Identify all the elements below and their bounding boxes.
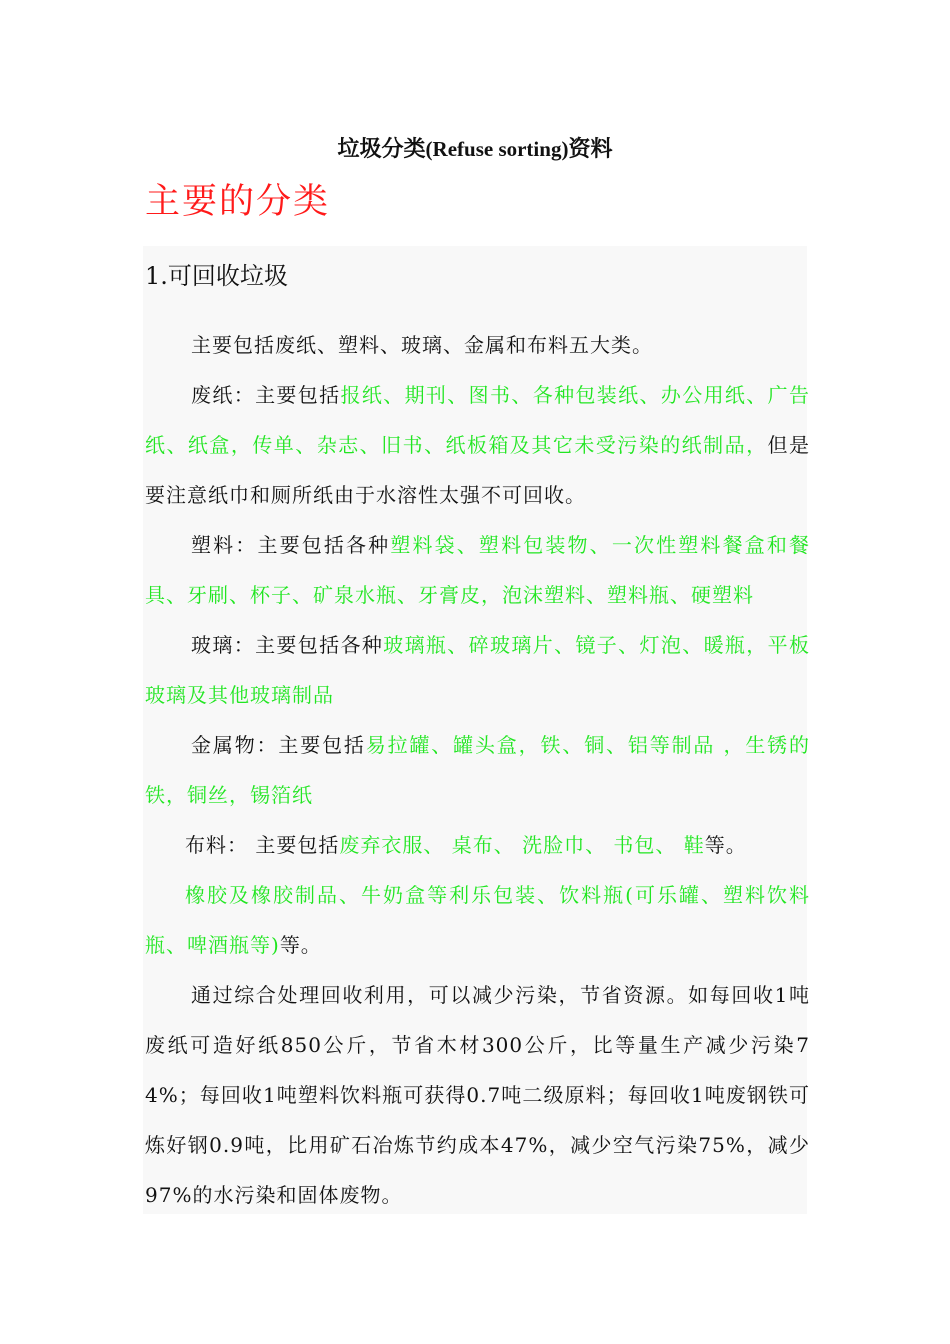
paper-items: 报纸、期刊、图书、各种包装纸、办公用纸、广告纸、纸盒，传单、杂志、旧书、纸板箱及其它未受污染的纸制品， [145,383,810,457]
category-heading: 1.可回收垃圾 [145,262,288,290]
plastic-label: 塑料：主要包括各种 [191,533,391,557]
cloth-suffix: 等。 [704,833,747,857]
section-heading: 主要的分类 [145,182,331,222]
glass-paragraph [145,620,810,720]
paper-note: 但是要注意纸巾和厕所纸由于水溶性太强不可回收。 [145,433,811,507]
cloth-label: 布料： 主要包括 [185,833,340,857]
title-chinese-part1: 垃圾分类 [337,137,426,162]
title-chinese-part2: 资料 [568,137,613,162]
document-title [0,132,950,163]
rubber-items: 橡胶及橡胶制品、牛奶盒等利乐包装、饮料瓶(可乐罐、塑料饮料瓶、啤酒瓶等) [145,883,810,957]
metal-label: 金属物：主要包括 [191,733,366,757]
metal-paragraph [145,720,810,820]
benefit-paragraph: 通过综合处理回收利用，可以减少污染，节省资源。如每回收1吨废纸可造好纸850公斤，节省木材300公斤，比等量生产减少污染74%；每回收1吨塑料饮料瓶可获得0.7吨二级原料；每回收1吨废钢铁可炼好钢0.9吨，比用矿石冶炼节约成本47%，减少空气污染75%，减少97%的水污染和固体废物。 [145,983,810,1207]
metal-items: 易拉罐、罐头盒，铁、铜、铝等制品 ，生锈的铁，铜丝，锡箔纸 [145,733,811,807]
plastic-items: 塑料袋、塑料包装物、一次性塑料餐盒和餐具、牙刷、杯子、矿泉水瓶、牙膏皮，泡沫塑料、塑料瓶、硬塑料 [145,533,811,607]
title-english-part: (Refuse sorting) [425,137,569,161]
rubber-suffix: 等。 [279,933,322,957]
paper-label: 废纸：主要包括 [191,383,341,407]
cloth-items: 废弃衣服、 桌布、 洗脸巾、 书包、 鞋 [339,833,705,857]
glass-items: 玻璃瓶、碎玻璃片、镜子、灯泡、暖瓶，平板玻璃及其他玻璃制品 [145,633,811,707]
rubber-paragraph [145,870,810,970]
paper-paragraph [145,370,810,520]
plastic-paragraph [145,520,810,620]
cloth-paragraph [145,820,810,870]
glass-label: 玻璃：主要包括各种 [191,633,384,657]
intro-paragraph: 主要包括废纸、塑料、玻璃、金属和布料五大类。 [191,333,653,357]
